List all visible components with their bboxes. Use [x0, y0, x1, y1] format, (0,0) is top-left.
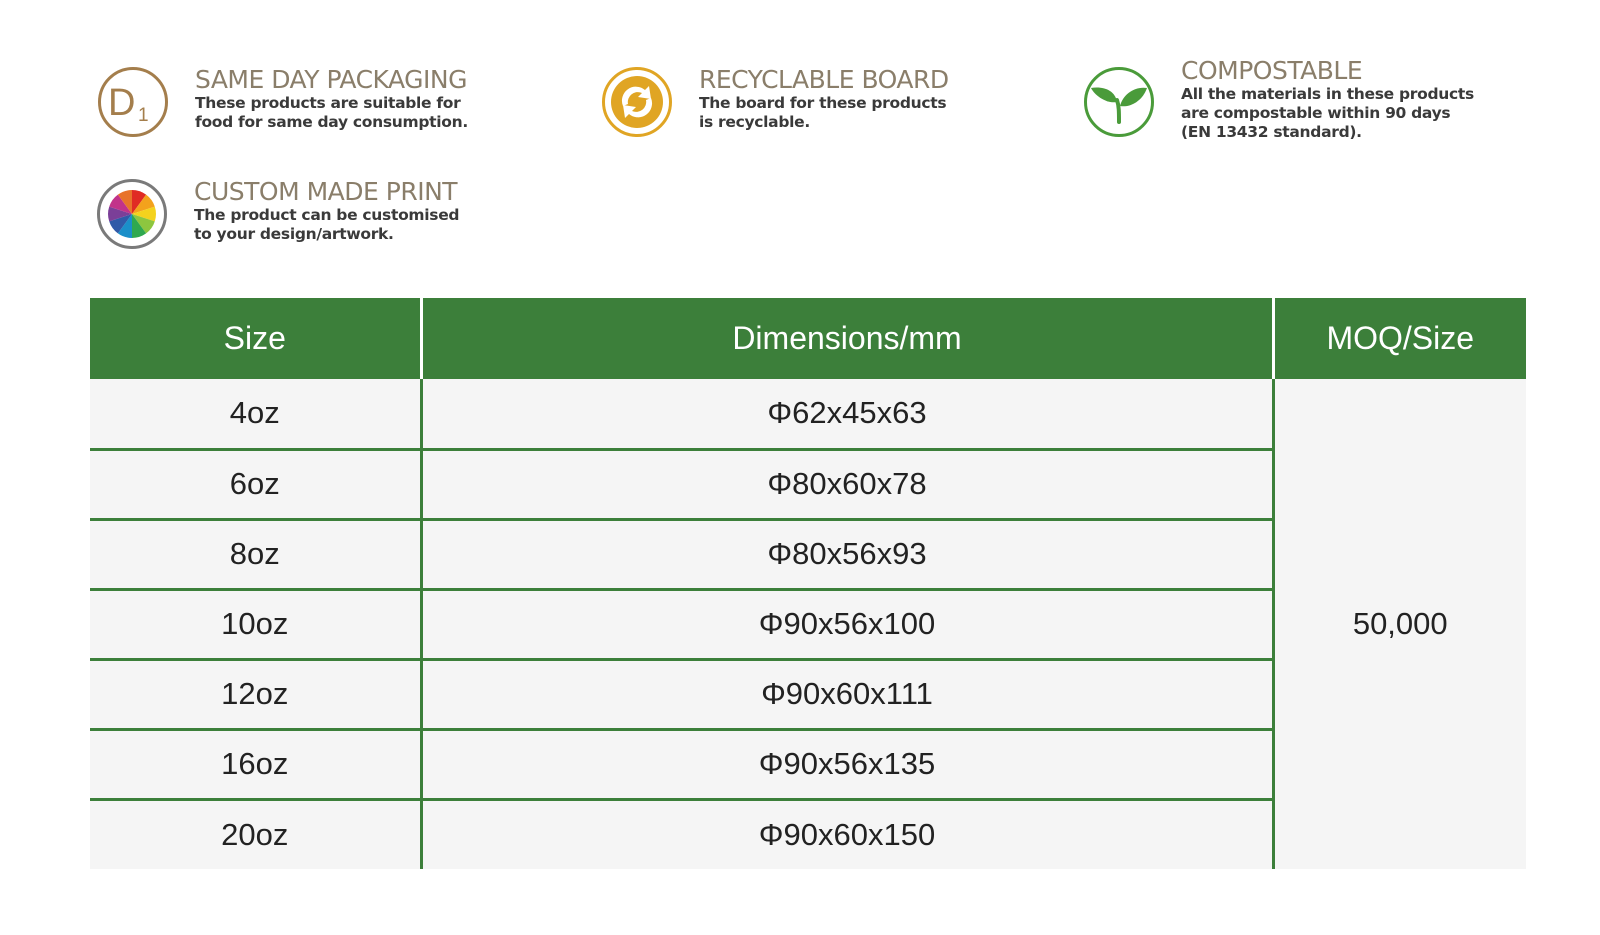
feature-description: The product can be customised to your design/artwork. — [194, 206, 460, 243]
dimensions-cell: Φ90x56x135 — [421, 729, 1273, 799]
size-cell: 20oz — [90, 799, 421, 869]
recycle-icon — [601, 66, 673, 138]
size-cell: 8oz — [90, 519, 421, 589]
feature-title: SAME DAY PACKAGING — [195, 65, 467, 94]
feature-title: CUSTOM MADE PRINT — [194, 177, 458, 206]
size-specification-table — [90, 298, 1526, 869]
table-row — [90, 379, 1526, 449]
dimensions-cell: Φ90x60x150 — [421, 799, 1273, 869]
dimensions-cell: Φ80x56x93 — [421, 519, 1273, 589]
svg-text:D: D — [108, 82, 136, 124]
size-cell: 16oz — [90, 729, 421, 799]
size-cell: 12oz — [90, 659, 421, 729]
feature-title: COMPOSTABLE — [1181, 56, 1363, 85]
feature-description: All the materials in these products are compostable within 90 days (EN 13432 standard). — [1181, 85, 1474, 141]
dimensions-cell: Φ62x45x63 — [421, 379, 1273, 449]
color-wheel-icon — [96, 178, 168, 250]
table-header-row — [90, 298, 1526, 379]
svg-text:1: 1 — [138, 105, 149, 126]
dimensions-cell: Φ80x60x78 — [421, 449, 1273, 519]
header-dimensions: Dimensions/mm — [421, 298, 1273, 379]
size-cell: 10oz — [90, 589, 421, 659]
feature-description: These products are suitable for food for same day consumption. — [195, 94, 468, 131]
header-size: Size — [90, 298, 421, 379]
dimensions-cell: Φ90x56x100 — [421, 589, 1273, 659]
feature-description: The board for these products is recyclable. — [699, 94, 947, 131]
header-moq: MOQ/Size — [1273, 298, 1526, 379]
size-cell: 6oz — [90, 449, 421, 519]
moq-cell: 50,000 — [1273, 379, 1526, 869]
d1-icon — [97, 66, 169, 138]
leaf-icon — [1083, 66, 1155, 138]
dimensions-cell: Φ90x60x111 — [421, 659, 1273, 729]
feature-title: RECYCLABLE BOARD — [699, 65, 949, 94]
size-cell: 4oz — [90, 379, 421, 449]
